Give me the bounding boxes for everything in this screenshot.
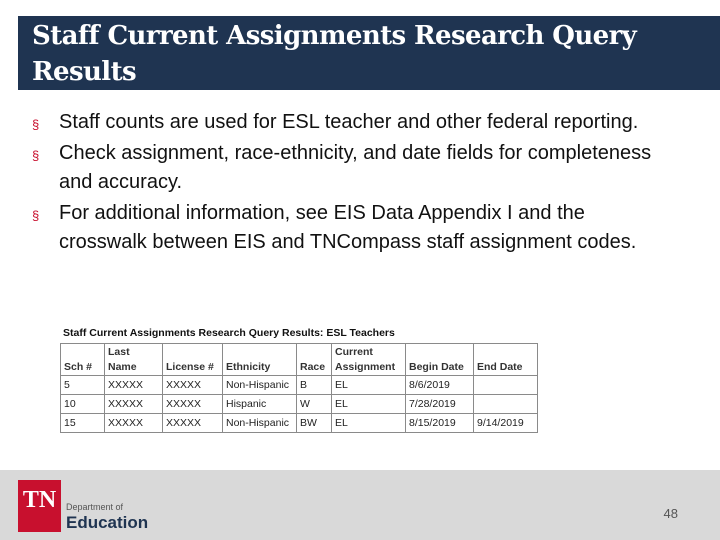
bullet-text: For additional information, see EIS Data Appendix I and the crosswalk between EIS and TNCompass staff assignment codes. (59, 202, 637, 253)
table-cell: Non-Hispanic (223, 414, 297, 433)
table-cell: XXXXX (105, 376, 163, 395)
bullet-item (30, 108, 670, 137)
table-title: Staff Current Assignments Research Query Results: ESL Teachers (63, 327, 395, 339)
column-header (223, 344, 297, 360)
table-cell: Hispanic (223, 395, 297, 414)
table-cell (474, 376, 538, 395)
table-cell: 10 (61, 395, 105, 414)
bullet-marker-icon: § (32, 208, 40, 223)
table-cell: EL (332, 395, 406, 414)
column-header: Current (332, 344, 406, 360)
bullet-item (30, 199, 670, 257)
column-header: Assignment (332, 359, 406, 376)
department-label: Department of (66, 502, 124, 512)
column-header: Last (105, 344, 163, 360)
table-row (61, 376, 538, 395)
column-header: End Date (474, 359, 538, 376)
page-number: 48 (663, 506, 678, 521)
bullet-item (30, 139, 670, 197)
table-row (61, 414, 538, 433)
tn-logo-icon: TN (18, 480, 61, 532)
bullet-marker-icon: § (32, 117, 40, 132)
bullet-list (30, 108, 670, 259)
title-bar (18, 16, 720, 90)
column-header: Name (105, 359, 163, 376)
table-cell (474, 395, 538, 414)
table-cell: EL (332, 414, 406, 433)
query-results-table-figure (60, 323, 538, 433)
bullet-text: Check assignment, race-ethnicity, and date fields for completeness and accuracy. (59, 142, 652, 193)
column-header (406, 344, 474, 360)
bullet-marker-icon: § (32, 148, 40, 163)
table-cell: 8/6/2019 (406, 376, 474, 395)
query-results-table (60, 343, 538, 433)
column-header: Ethnicity (223, 359, 297, 376)
bullet-text: Staff counts are used for ESL teacher and other federal reporting. (59, 111, 639, 133)
column-header (474, 344, 538, 360)
table-row (61, 395, 538, 414)
header-row-bottom (61, 359, 538, 376)
column-header (61, 344, 105, 360)
column-header: Sch # (61, 359, 105, 376)
table-cell: W (297, 395, 332, 414)
table-cell: 5 (61, 376, 105, 395)
table-cell: 8/15/2019 (406, 414, 474, 433)
column-header: Race (297, 359, 332, 376)
table-cell: XXXXX (105, 414, 163, 433)
table-cell: EL (332, 376, 406, 395)
table-cell: XXXXX (163, 395, 223, 414)
header-row-top (61, 344, 538, 360)
table-cell: 7/28/2019 (406, 395, 474, 414)
table-cell: B (297, 376, 332, 395)
table-cell: XXXXX (163, 414, 223, 433)
table-cell: 15 (61, 414, 105, 433)
table-cell: BW (297, 414, 332, 433)
column-header: License # (163, 359, 223, 376)
table-cell: XXXXX (105, 395, 163, 414)
education-label: Education (66, 513, 149, 532)
column-header: Begin Date (406, 359, 474, 376)
column-header (163, 344, 223, 360)
table-cell: 9/14/2019 (474, 414, 538, 433)
column-header (297, 344, 332, 360)
footer-bar (0, 470, 720, 540)
table-cell: Non-Hispanic (223, 376, 297, 395)
slide-title: Staff Current Assignments Research Query Results (32, 21, 637, 87)
table-cell: XXXXX (163, 376, 223, 395)
